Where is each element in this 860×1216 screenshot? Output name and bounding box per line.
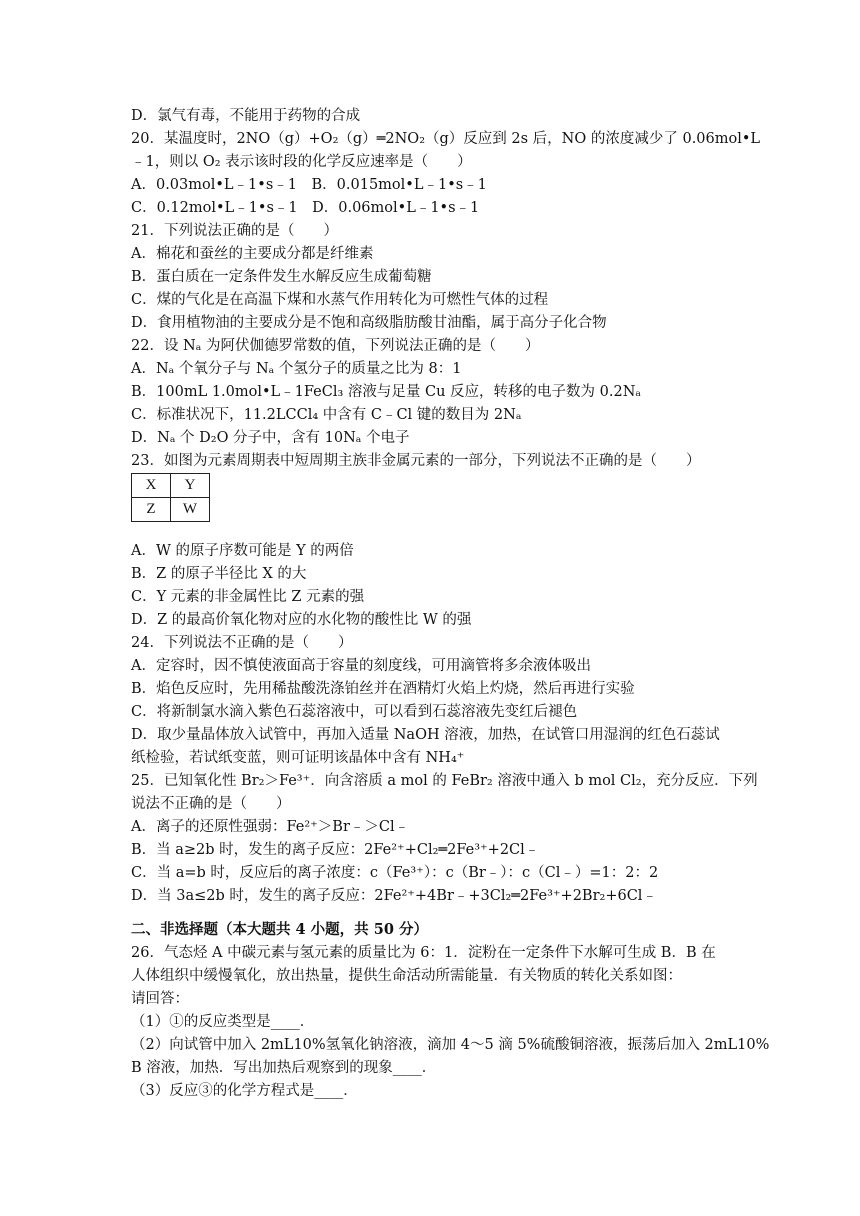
text-line: A．W 的原子序数可能是 Y 的两倍: [131, 543, 354, 559]
cell-y: Y: [171, 474, 210, 498]
text-line: B．焰色反应时，先用稀盐酸洗涤铂丝并在酒精灯火焰上灼烧，然后再进行实验: [131, 681, 635, 697]
cell-x: X: [132, 474, 171, 498]
text-line: D．当 3a≤2b 时，发生的离子反应：2Fe²⁺+4Br﹣+3Cl₂═2Fe³⁺+2Br₂+6Cl﹣: [131, 888, 657, 904]
text-line: 20．某温度时，2NO（g）+O₂（g）═2NO₂（g）反应到 2s 后，NO 的浓度减少了 0.06mol•L: [131, 131, 761, 147]
periodic-table-fragment: [131, 473, 210, 522]
text-line: B．当 a≥2b 时，发生的离子反应：2Fe²⁺+Cl₂═2Fe³⁺+2Cl﹣: [131, 842, 540, 858]
text-line: A．0.03mol•L﹣1•s﹣1 B．0.015mol•L﹣1•s﹣1: [131, 177, 487, 193]
text-line: C．煤的气化是在高温下煤和水蒸气作用转化为可燃性气体的过程: [131, 292, 549, 308]
text-line: 21．下列说法正确的是（ ）: [131, 223, 338, 239]
text-line: （3）反应③的化学方程式是____．: [131, 1083, 358, 1099]
text-line: 人体组织中缓慢氧化，放出热量，提供生命活动所需能量．有关物质的转化关系如图：: [131, 968, 682, 984]
text-line: 24．下列说法不正确的是（ ）: [131, 635, 353, 651]
text-line: A．定容时，因不慎使液面高于容量的刻度线，可用滴管将多余液体吸出: [131, 658, 591, 674]
text-line: B．蛋白质在一定条件发生水解反应生成葡萄糖: [131, 269, 432, 285]
text-line: C．标准状况下，11.2LCCl₄ 中含有 C﹣Cl 键的数目为 2Nₐ: [131, 407, 522, 423]
text-line: B 溶液，加热．写出加热后观察到的现象____．: [131, 1060, 437, 1076]
text-line: D．Z 的最高价氧化物对应的水化物的酸性比 W 的强: [131, 612, 472, 628]
text-line: 纸检验，若试纸变蓝，则可证明该晶体中含有 NH₄⁺: [131, 750, 465, 766]
text-line: 25．已知氧化性 Br₂＞Fe³⁺．向含溶质 a mol 的 FeBr₂ 溶液中通入 b mol Cl₂，充分反应．下列: [131, 773, 758, 789]
text-line: D．取少量晶体放入试管中，再加入适量 NaOH 溶液，加热，在试管口用湿润的红色石蕊试: [131, 727, 720, 743]
text-line: A．棉花和蚕丝的主要成分都是纤维素: [131, 246, 374, 262]
text-line: C．0.12mol•L﹣1•s﹣1 D．0.06mol•L﹣1•s﹣1: [131, 200, 480, 216]
cell-w: W: [171, 498, 210, 522]
text-line: （2）向试管中加入 2mL10%氢氧化钠溶液，滴加 4～5 滴 5%硫酸铜溶液，振荡后加入 2mL10%: [131, 1037, 770, 1053]
text-line: ﹣1，则以 O₂ 表示该时段的化学反应速率是（ ）: [131, 154, 472, 170]
text-line: D．食用植物油的主要成分是不饱和高级脂肪酸甘油酯，属于高分子化合物: [131, 315, 607, 331]
text-line: C．Y 元素的非金属性比 Z 元素的强: [131, 589, 365, 605]
text-line: B．100mL 1.0mol•L﹣1FeCl₃ 溶液与足量 Cu 反应，转移的电子数为 0.2Nₐ: [131, 384, 642, 400]
text-line: 26．气态烃 A 中碳元素与氢元素的质量比为 6：1．淀粉在一定条件下水解可生成 B．B 在: [131, 945, 716, 961]
text-line: C．当 a=b 时，反应后的离子浓度：c（Fe³⁺）：c（Br﹣）：c（Cl﹣）=1：2：2: [131, 865, 659, 881]
text-line: 请回答：: [131, 991, 189, 1007]
text-line: A．Nₐ 个氧分子与 Nₐ 个氢分子的质量之比为 8：1: [131, 361, 462, 377]
text-line: D．氯气有毒，不能用于药物的合成: [131, 108, 361, 124]
text-line: A．离子的还原性强弱：Fe²⁺＞Br﹣＞Cl﹣: [131, 819, 410, 835]
text-line: C．将新制氯水滴入紫色石蕊溶液中，可以看到石蕊溶液先变红后褪色: [131, 704, 578, 720]
text-line: D．Nₐ 个 D₂O 分子中，含有 10Nₐ 个电子: [131, 430, 410, 446]
section-title: 二、非选择题（本大题共 4 小题，共 50 分）: [131, 921, 428, 938]
cell-z: Z: [132, 498, 171, 522]
text-line: （1）①的反应类型是____．: [131, 1014, 315, 1030]
text-line: B．Z 的原子半径比 X 的大: [131, 566, 307, 582]
text-line: 22．设 Nₐ 为阿伏伽德罗常数的值，下列说法正确的是（ ）: [131, 338, 540, 354]
text-line: 说法不正确的是（ ）: [131, 796, 291, 812]
text-line: 23．如图为元素周期表中短周期主族非金属元素的一部分，下列说法不正确的是（ ）: [131, 453, 701, 469]
